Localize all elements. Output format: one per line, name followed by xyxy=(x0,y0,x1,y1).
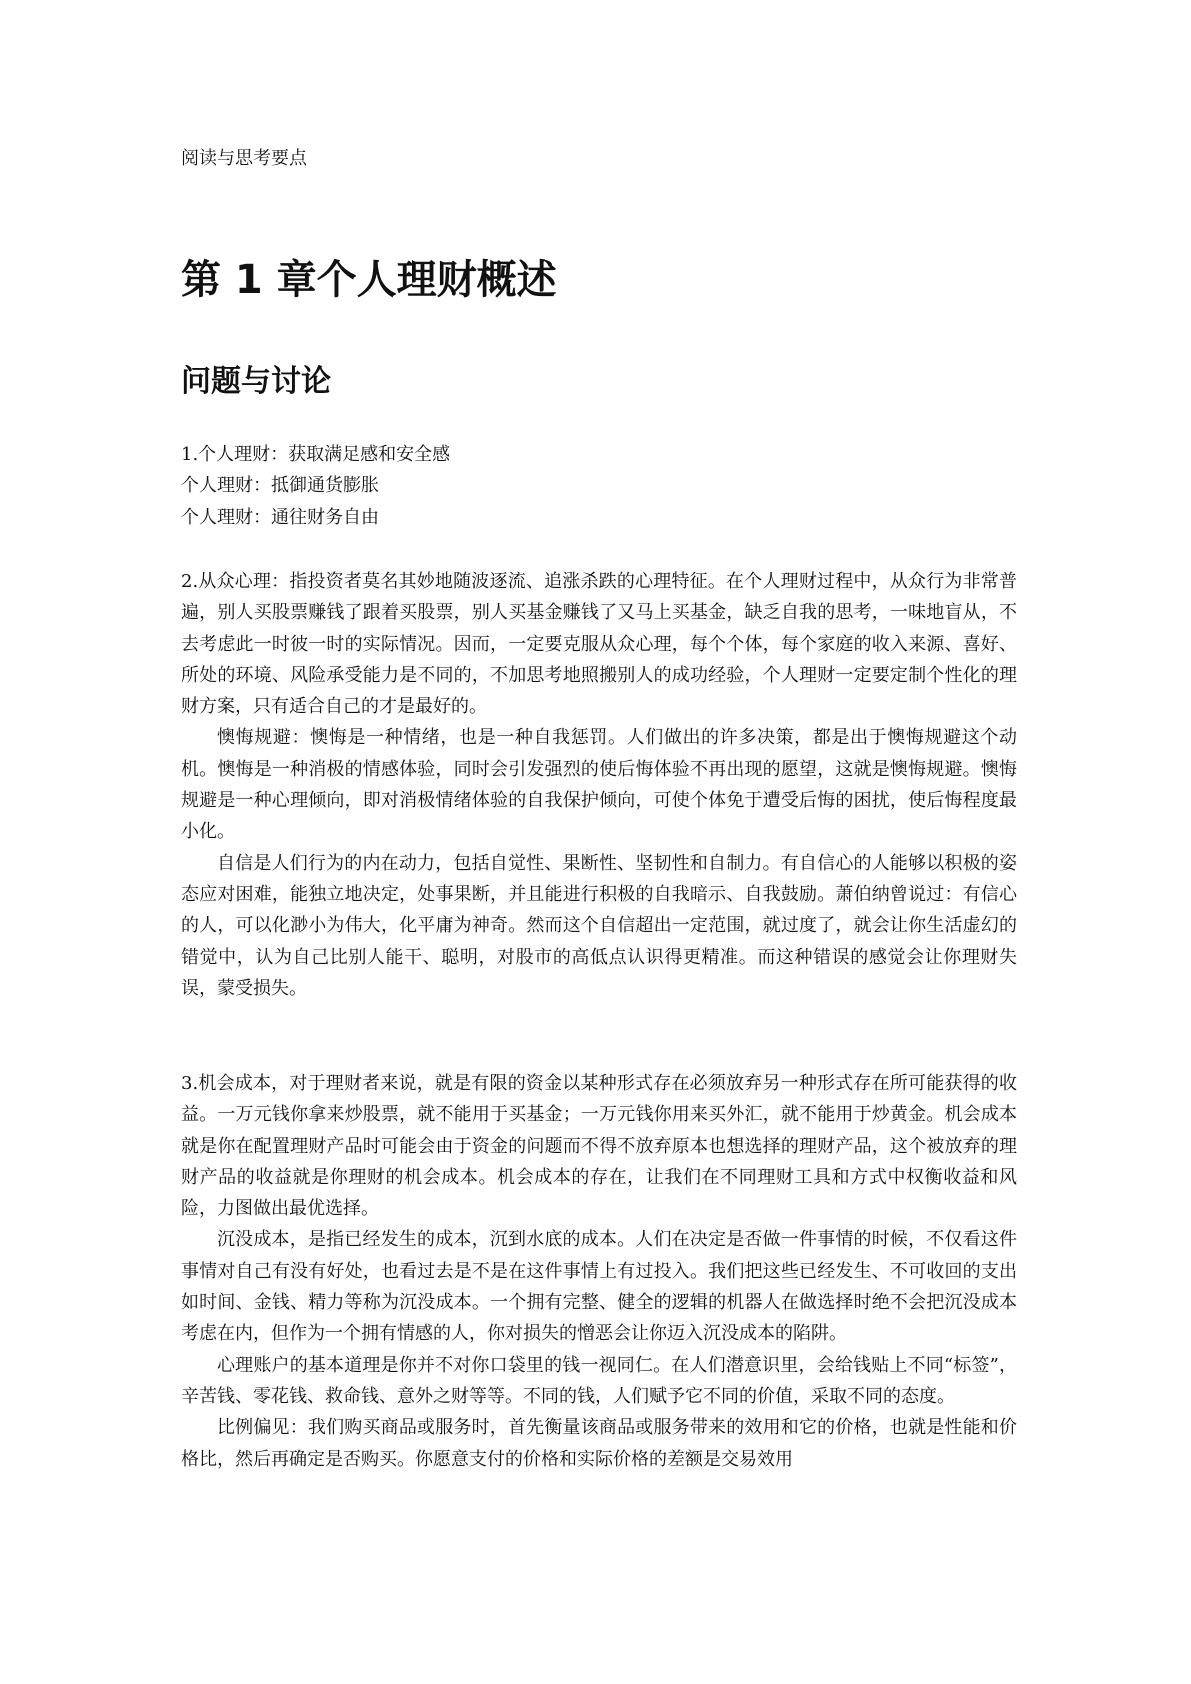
paragraph: 个人理财：通往财务自由 xyxy=(181,506,379,528)
paragraph: 3.机会成本，对于理财者来说，就是有限的资金以某种形式存在必须放弃另一种形式存在所可能获得的收益。一万元钱你拿来炒股票，就不能用于买基金；一万元钱你用来买外汇，就不能用于炒黄金。机会成本就是你在配置理财产品时可能会由于资金的问题而不得不放弃原本也想选择的理财产品，这个被放弃的理财产品的收益就是你理财的机会成本。机会成本的存在，让我们在不同理财工具和方式中权衡收益和风险，力图做出最优选择。 xyxy=(181,1073,1017,1220)
item-2-block xyxy=(181,566,1017,1004)
paragraph: 1.个人理财：获取满足感和安全感 xyxy=(181,444,451,465)
document-page xyxy=(181,0,1017,1684)
chapter-title: 第 1 章个人理财概述 xyxy=(181,257,557,303)
header-note: 阅读与思考要点 xyxy=(181,148,307,169)
paragraph: 沉没成本，是指已经发生的成本，沉到水底的成本。人们在决定是否做一件事情的时候，不仅看这件事情对自己有没有好处，也看过去是不是在这件事情上有过投入。我们把这些已经发生、不可收回的支出如时间、金钱、精力等称为沉没成本。一个拥有完整、健全的逻辑的机器人在做选择时绝不会把沉没成本考虑在内，但作为一个拥有情感的人，你对损失的憎恶会让你迈入沉没成本的陷阱。 xyxy=(181,1229,1017,1345)
paragraph: 懊悔规避：懊悔是一种情绪，也是一种自我惩罚。人们做出的许多决策，都是出于懊悔规避这个动机。懊悔是一种消极的情感体验，同时会引发强烈的使后悔体验不再出现的愿望，这就是懊悔规避。懊悔规避是一种心理倾向，即对消极情绪体验的自我保护倾向，可使个体免于遭受后悔的困扰，使后悔程度最小化。 xyxy=(181,727,1017,843)
paragraph: 自信是人们行为的内在动力，包括自觉性、果断性、坚韧性和自制力。有自信心的人能够以积极的姿态应对困难，能独立地决定，处事果断，并且能进行积极的自我暗示、自我鼓励。萧伯纳曾说过：有信心的人，可以化渺小为伟大，化平庸为神奇。然而这个自信超出一定范围，就过度了，就会让你生活虚幻的错觉中，认为自己比别人能干、聪明，对股市的高低点认识得更精准。而这种错误的感觉会让你理财失误，蒙受损失。 xyxy=(181,852,1017,999)
item-3-block xyxy=(181,1068,1017,1475)
paragraph: 比例偏见：我们购买商品或服务时，首先衡量该商品或服务带来的效用和它的价格，也就是性能和价格比，然后再确定是否购买。你愿意支付的价格和实际价格的差额是交易效用 xyxy=(181,1417,1017,1470)
item-1-block xyxy=(181,439,1017,533)
paragraph: 个人理财：抵御通货膨胀 xyxy=(181,475,379,497)
paragraph: 心理账户的基本道理是你并不对你口袋里的钱一视同仁。在人们潜意识里，会给钱贴上不同“标签”，辛苦钱、零花钱、救命钱、意外之财等等。不同的钱，人们赋予它不同的价值，采取不同的态度。 xyxy=(181,1354,1017,1407)
section-title: 问题与讨论 xyxy=(181,364,331,399)
paragraph: 2.从众心理：指投资者莫名其妙地随波逐流、追涨杀跌的心理特征。在个人理财过程中，从众行为非常普遍，别人买股票赚钱了跟着买股票，别人买基金赚钱了又马上买基金，缺乏自我的思考，一味地盲从，不去考虑此一时彼一时的实际情况。因而，一定要克服从众心理，每个个体，每个家庭的收入来源、喜好、所处的环境、风险承受能力是不同的，不加思考地照搬别人的成功经验，个人理财一定要定制个性化的理财方案，只有适合自己的才是最好的。 xyxy=(181,571,1017,718)
